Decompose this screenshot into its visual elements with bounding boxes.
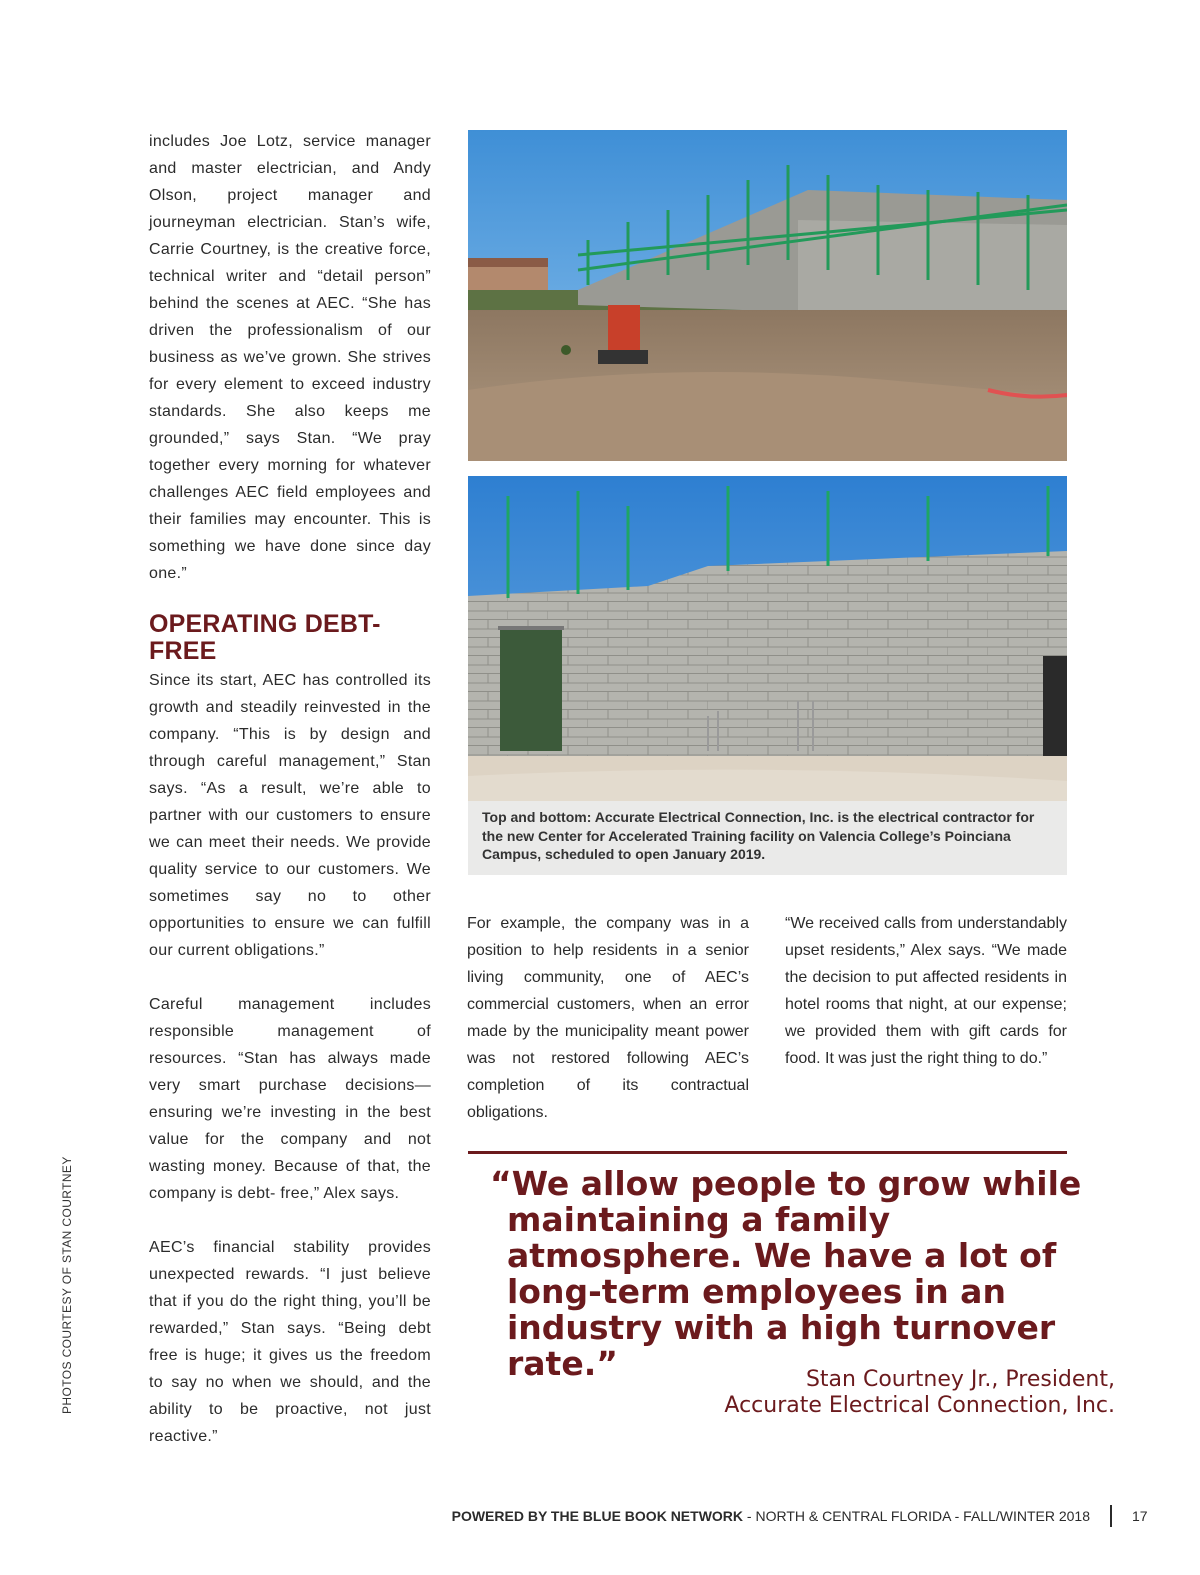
construction-photo-top <box>468 130 1067 461</box>
article-paragraph: AEC’s financial stability provides unexpected rewards. “I just believe that if you do the right thing, you’ll be rewarded,” Stan says. “Being debt free is huge; it gives us the freedom to say no when we should, and the ability to be proactive, not just reactive.” <box>149 1239 431 1445</box>
pull-quote: “We allow people to grow while maintaining a family atmosphere. We have a lot of long-term employees in an industry with a high turnover rate.” <box>490 1164 1082 1383</box>
article-paragraph: “We received calls from understandably upset residents,” Alex says. “We made the decision to put affected residents in hotel rooms that night, at our expense; we provided them with gift cards for food. It was just the right thing to do.” <box>785 915 1067 1067</box>
page-footer <box>452 1508 1090 1524</box>
article-column-right <box>785 910 1067 1072</box>
article-column-left <box>149 128 431 1450</box>
article-paragraph: includes Joe Lotz, service manager and master electrician, and Andy Olson, project manager and journeyman electrician. Stan’s wife, Carrie Courtney, is the creative force, technical writer and “detail person” behind the scenes at AEC. “She has driven the professionalism of our business as we’ve grown. She strives for every element to exceed industry standards. She also keeps me grounded,” says Stan. “We pray together every morning for whatever challenges AEC field employees and their families may encounter. This is something we have done since day one.” <box>149 133 431 582</box>
attribution-name: Stan Courtney Jr., President, <box>805 1367 1115 1392</box>
footer-brand: POWERED BY THE BLUE BOOK NETWORK <box>451 1508 744 1524</box>
photo-caption: Top and bottom: Accurate Electrical Connection, Inc. is the electrical contractor for the new Center for Accelerated Training facility on Valencia College’s Poinciana Campus, scheduled to open January 2019. <box>468 801 1067 875</box>
footer-divider <box>1110 1505 1112 1527</box>
footer-edition: - NORTH & CENTRAL FLORIDA - FALL/WINTER 2018 <box>743 1508 1090 1524</box>
attribution-company: Accurate Electrical Connection, Inc. <box>724 1393 1115 1418</box>
article-paragraph: For example, the company was in a position to help residents in a senior living community, one of AEC’s commercial customers, when an error made by the municipality meant power was not restored following AEC’s completion of its contractual obligations. <box>467 915 749 1121</box>
pull-quote-divider <box>468 1151 1067 1154</box>
photo-credit: PHOTOS COURTESY OF STAN COURTNEY <box>60 1156 74 1414</box>
article-paragraph: Careful management includes responsible management of resources. “Stan has always made very smart purchase decisions—ensuring we’re investing in the best value for the company and not wasting money. Because of that, the company is debt- free,” Alex says. <box>149 996 431 1202</box>
page-number: 17 <box>1132 1508 1148 1524</box>
section-heading: OPERATING DEBT-FREE <box>149 610 381 665</box>
article-paragraph: Since its start, AEC has controlled its growth and steadily reinvested in the company. “This is by design and through careful management,” Stan says. “As a result, we’re able to partner with our customers to ensure we can meet their needs. We provide quality service to our customers. We sometimes say no to other opportunities to ensure we can fulfill our current obligations.” <box>149 672 431 959</box>
pull-quote-attribution <box>595 1367 1115 1419</box>
article-column-middle <box>467 910 749 1126</box>
